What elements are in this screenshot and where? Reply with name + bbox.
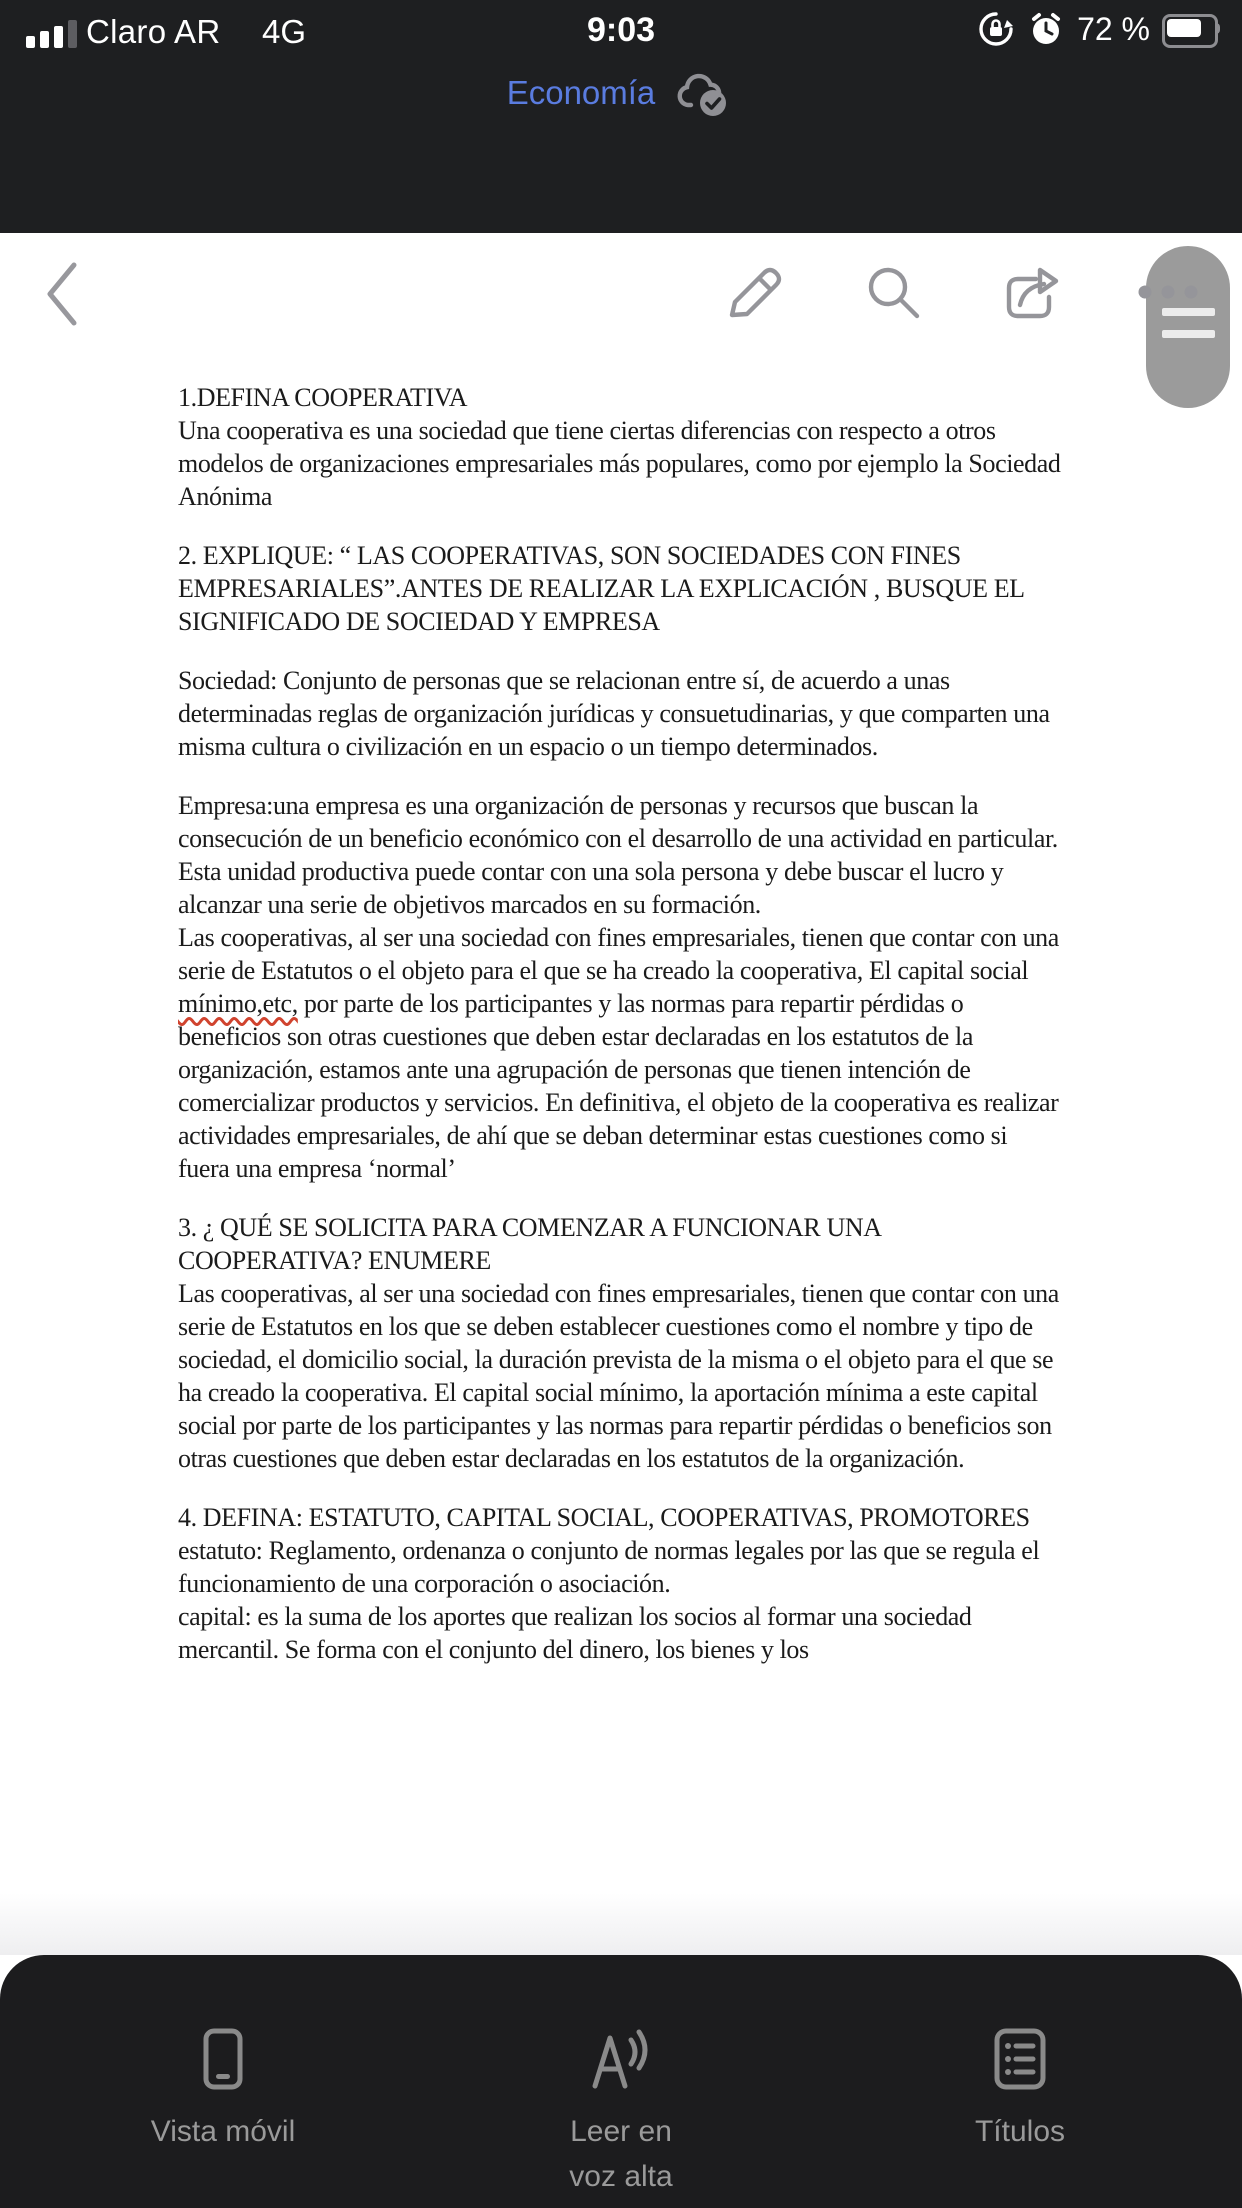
- read-aloud-label: Leer en voz alta: [569, 2115, 673, 2193]
- battery-percent-label: 72 %: [1077, 10, 1150, 47]
- network-label: 4G: [262, 13, 307, 50]
- share-arrow-icon: [998, 259, 1064, 325]
- question-3-heading: 3. ¿ QUÉ SE SOLICITA PARA COMENZAR A FUNCIONAR UNA COOPERATIVA? ENUMERE: [178, 1213, 881, 1275]
- read-aloud-icon: [589, 2029, 653, 2089]
- question-2-heading: 2. EXPLIQUE: “ LAS COOPERATIVAS, SON SOCIEDADES CON FINES EMPRESARIALES”.ANTES DE REALIZAR LA EXPLICACIÓN , BUSQUE EL SIGNIFICADO DE SOCIEDAD Y EMPRESA: [178, 541, 1024, 636]
- empresa-definition: Empresa:una empresa es una organización de personas y recursos que buscan la consecución de un beneficio económico con el desarrollo de una actividad en particular. Esta unidad productiva puede contar con una sola persona y debe buscar el lucro y alcanzar una serie de objetivos marcados en su formación.: [178, 791, 1058, 919]
- spellcheck-flagged-word: mínimo,etc,: [178, 989, 298, 1018]
- mobile-view-label: Vista móvil: [150, 2115, 296, 2148]
- headings-list-icon: [994, 2029, 1046, 2089]
- document-title: Economía: [506, 74, 656, 111]
- magnifier-icon: [862, 261, 924, 323]
- sociedad-definition: Sociedad: Conjunto de personas que se relacionan entre sí, de acuerdo a unas determinadas reglas de organización jurídicas y consuetudinarias, y que comparten una misma cultura o civilización en un espacio o un tiempo determinados.: [178, 666, 1050, 761]
- back-button[interactable]: [26, 258, 98, 330]
- document-text: [178, 381, 1062, 1666]
- bottom-sheet-shadow: [0, 1893, 1242, 1955]
- paragraph-segment: por parte de los participantes y las normas para repartir pérdidas o beneficios son otras cuestiones que deben estar declaradas en los estatutos de la organización, estamos ante una agrupación de personas que tienen intención de comercializar productos y servicios. En definitiva, el objeto de la cooperativa es realizar actividades empresariales, de ahí que se deban determinar estas cuestiones como si fuera una empresa ‘normal’: [178, 989, 1059, 1183]
- bottom-toolbar: [0, 1955, 1242, 2208]
- app-header: [0, 0, 1242, 233]
- document-page[interactable]: [0, 233, 1242, 2208]
- phone-icon: [203, 2029, 243, 2089]
- mobile-view-button[interactable]: [103, 2029, 343, 2154]
- capital-definition: capital: es la suma de los aportes que realizan los socios al formar una sociedad mercantil. Se forma con el conjunto del dinero, los bienes y los: [178, 1602, 972, 1664]
- headings-label: Títulos: [974, 2115, 1066, 2148]
- clock-label: 9:03: [586, 11, 656, 49]
- chevron-left-icon: [42, 260, 82, 328]
- read-aloud-button[interactable]: [501, 2029, 741, 2199]
- search-button[interactable]: [857, 256, 929, 328]
- estatuto-definition: estatuto: Reglamento, ordenanza o conjunto de normas legales por las que se regula el funcionamiento de una corporación o asociación.: [178, 1536, 1040, 1598]
- alarm-icon: [1027, 10, 1065, 48]
- share-button[interactable]: [995, 256, 1067, 328]
- status-bar: [0, 0, 1242, 62]
- question-3-answer: Las cooperativas, al ser una sociedad con fines empresariales, tienen que contar con una serie de Estatutos en los que se deben establecer cuestiones como el nombre y tipo de sociedad, el domicilio social, la duración prevista de la misma o el objeto para el que se ha creado la cooperativa. El capital social mínimo, la aportación mínima a este capital social por parte de los participantes y las normas para repartir pérdidas o beneficios son otras cuestiones que deben estar declaradas en los estatutos de la organización.: [178, 1279, 1059, 1473]
- paragraph-segment: Las cooperativas, al ser una sociedad con fines empresariales, tienen que contar con una serie de Estatutos o el objeto para el que se ha creado la cooperativa, El capital social: [178, 923, 1059, 985]
- rotation-lock-icon: [977, 10, 1015, 48]
- toolbar: [0, 124, 1242, 233]
- edit-button[interactable]: [719, 256, 791, 328]
- question-1-answer: Una cooperativa es una sociedad que tiene ciertas diferencias con respecto a otros modelos de organizaciones empresariales más populares, como por ejemplo la Sociedad Anónima: [178, 416, 1061, 511]
- headings-button[interactable]: [900, 2029, 1140, 2154]
- question-1-heading: 1.DEFINA COOPERATIVA: [178, 383, 468, 412]
- question-4-heading: 4. DEFINA: ESTATUTO, CAPITAL SOCIAL, COOPERATIVAS, PROMOTORES: [178, 1503, 1030, 1532]
- pencil-icon: [722, 259, 788, 325]
- ellipsis-icon: [1137, 284, 1199, 300]
- cloud-sync-icon: [673, 67, 735, 119]
- battery-icon: [1162, 14, 1220, 44]
- cooperativas-paragraph: [178, 921, 1062, 1185]
- more-button[interactable]: [1132, 256, 1204, 328]
- carrier-label: Claro AR: [86, 13, 221, 50]
